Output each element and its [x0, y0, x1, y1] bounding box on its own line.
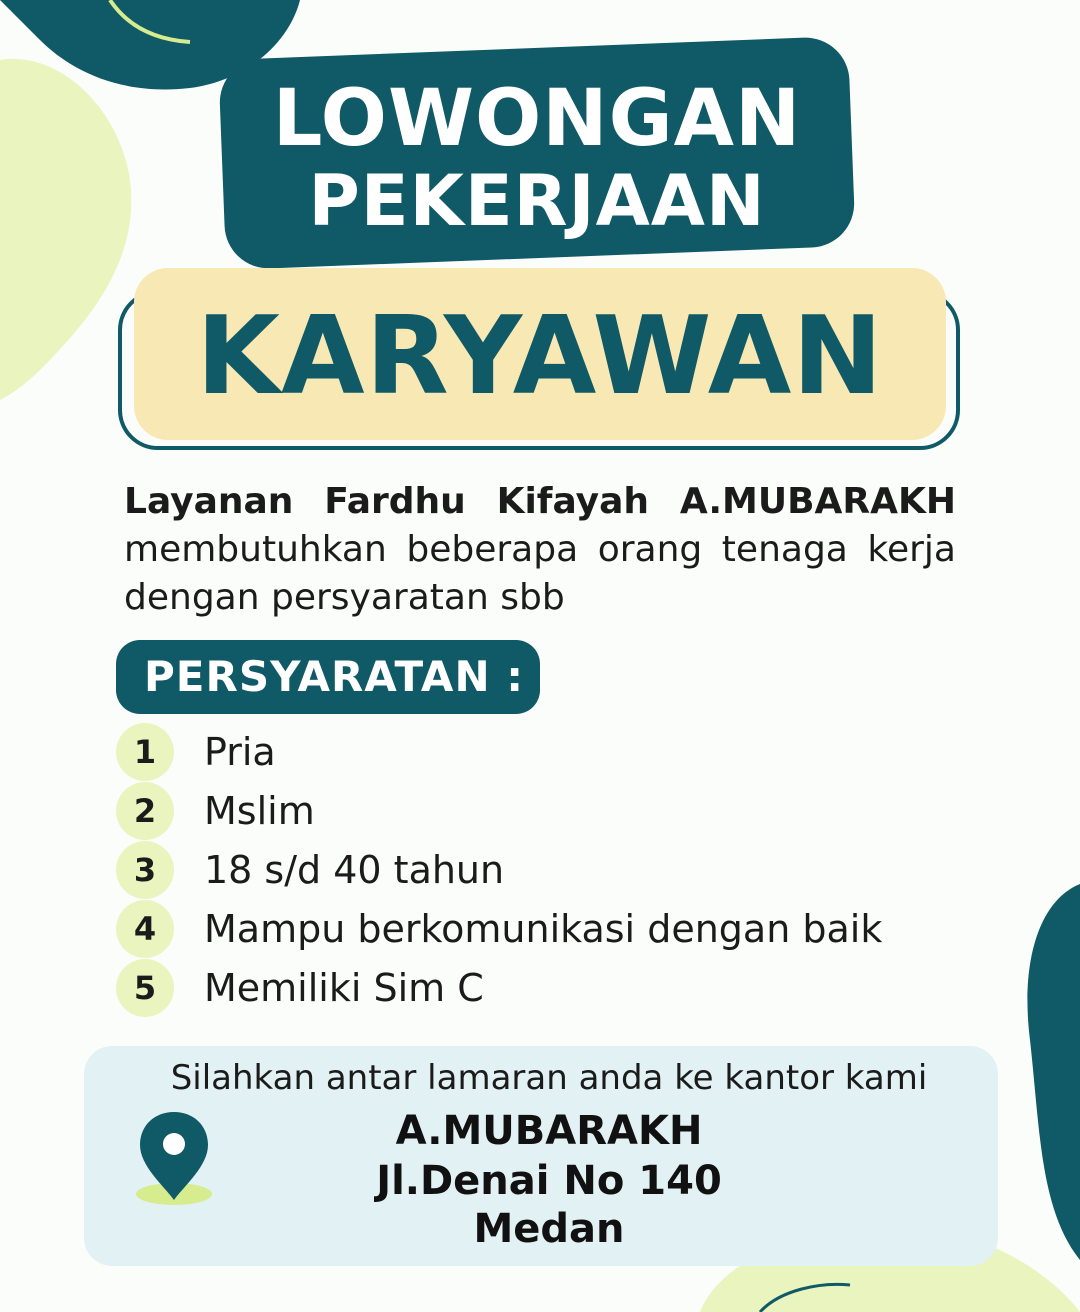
list-item [116, 958, 882, 1017]
position-title: KARYAWAN [196, 294, 884, 419]
list-item [116, 781, 882, 840]
office-city: Medan [473, 1206, 625, 1252]
list-item [116, 840, 882, 899]
intro-org-word-2: Fardhu [324, 481, 466, 522]
item-number: 2 [116, 782, 174, 840]
requirements-heading: PERSYARATAN : [116, 640, 540, 714]
title-line-2: PEKERJAAN [308, 160, 766, 242]
title-line-1: LOWONGAN [272, 74, 802, 164]
intro-text: membutuhkan beberapa orang tenaga kerja dengan persyaratan sbb [124, 529, 956, 618]
address-lead-text: Silahkan antar lamaran anda ke kantor kami [170, 1058, 928, 1098]
item-text: Mslim [204, 788, 315, 833]
item-number: 1 [116, 723, 174, 781]
intro-paragraph [124, 478, 956, 622]
list-item [116, 899, 882, 958]
intro-org-word-4: A.MUBARAKH [679, 481, 956, 522]
page-title [222, 74, 852, 242]
item-text: 18 s/d 40 tahun [204, 847, 505, 892]
item-text: Memiliki Sim C [204, 965, 484, 1010]
right-teal-blob [1027, 884, 1080, 1260]
left-lime-blob [0, 59, 131, 400]
intro-org-word-3: Kifayah [496, 481, 650, 522]
item-text: Mampu berkomunikasi dengan baik [204, 906, 883, 951]
item-number: 3 [116, 841, 174, 899]
intro-org-word-1: Layanan [124, 481, 294, 522]
office-street: Jl.Denai No 140 [376, 1158, 722, 1204]
office-name: A.MUBARAKH [395, 1108, 703, 1154]
item-number: 5 [116, 959, 174, 1017]
item-number: 4 [116, 900, 174, 958]
item-text: Pria [204, 729, 276, 774]
requirements-list [116, 722, 882, 1017]
list-item [116, 722, 882, 781]
